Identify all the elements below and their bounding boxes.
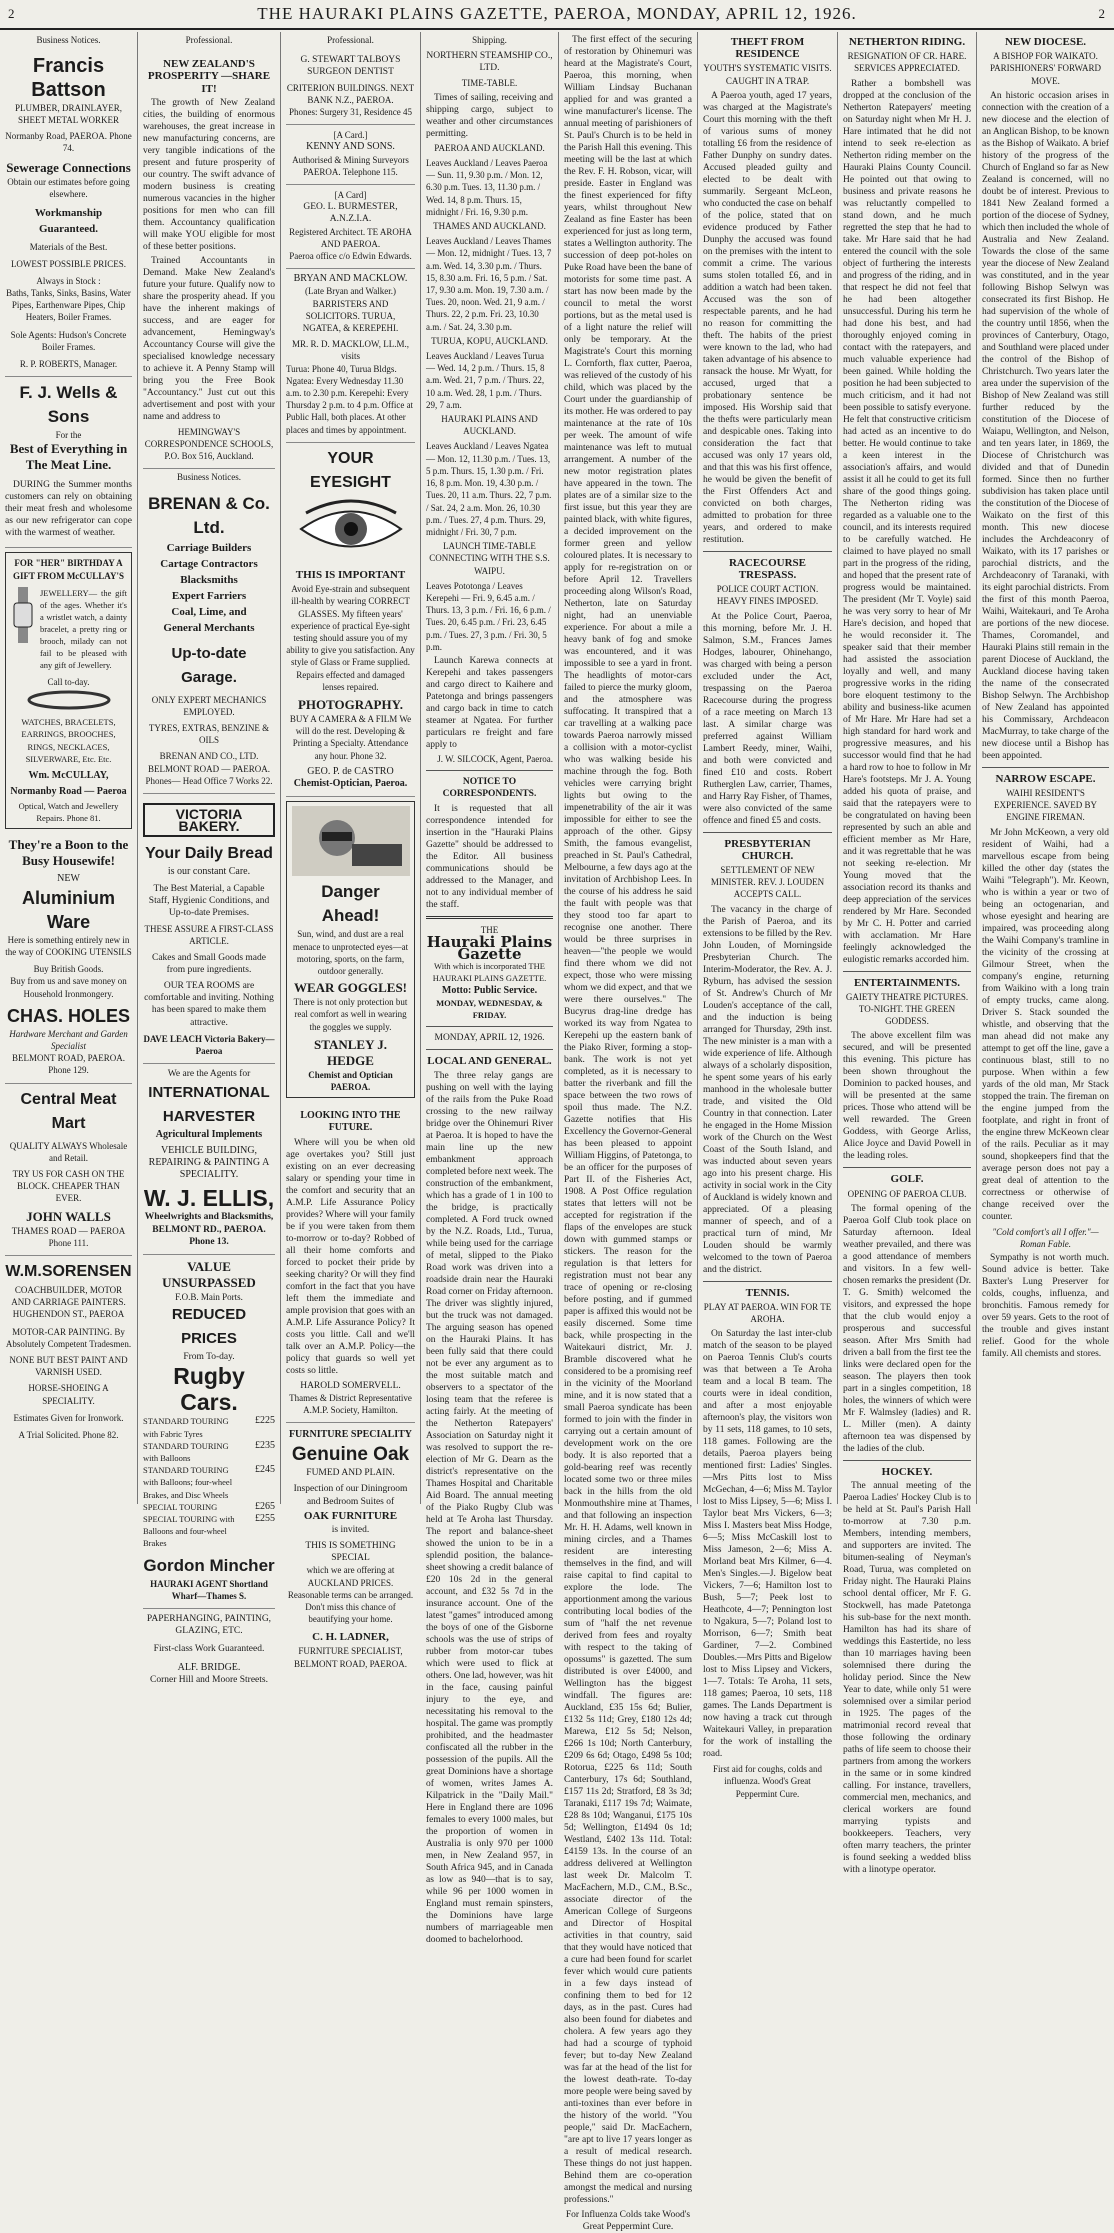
price-label: STANDARD TOURING with Balloons bbox=[143, 1440, 229, 1463]
service-item: Blacksmiths bbox=[180, 573, 238, 586]
ad-meat-mart bbox=[5, 1084, 132, 1256]
ad-wells bbox=[5, 377, 132, 548]
section-label: Business Notices. bbox=[36, 35, 101, 45]
ad-heading: THIS IS IMPORTANT bbox=[295, 569, 406, 582]
ad-text: A Trial Solicited. Phone 82. bbox=[18, 1429, 119, 1440]
service-item: Coal, Lime, and bbox=[171, 605, 247, 618]
ad-talboys bbox=[286, 50, 415, 125]
ad-address: Corner Hill and Moore Streets. bbox=[150, 1674, 268, 1685]
ad-text: FUMED AND PLAIN. bbox=[306, 1468, 395, 1479]
ad-text: Cakes and Small Goods made from pure ingredients. bbox=[152, 952, 266, 975]
ad-address: BELMONT ROAD, PAEROA. Phone 129. bbox=[11, 1053, 125, 1076]
advertiser-name: DAVE LEACH Victoria Bakery—Paeroa bbox=[143, 1033, 275, 1057]
advertiser-name: F. J. Wells & Sons bbox=[19, 383, 118, 427]
ad-text: Sole Agents: Hudson's Concrete Boiler Frames. bbox=[10, 329, 127, 352]
advertiser-name: Wm. McCULLAY, Normanby Road — Paeroa bbox=[10, 770, 127, 798]
ad-text: OUR TEA ROOMS are comfortable and inviting. Nothing has been spared to make them attractive. bbox=[144, 981, 274, 1028]
page-number-left: 2 bbox=[8, 6, 16, 21]
ad-text: Agricultural Implements bbox=[155, 1128, 263, 1140]
ad-text: Hardware Merchant and Garden Specialist bbox=[9, 1028, 128, 1051]
article-subheading: RESIGNATION OF CR. HARE. SERVICES APPRECIATED. bbox=[847, 51, 967, 74]
ad-heading: NEW ZEALAND'S PROSPERITY —SHARE IT! bbox=[147, 58, 271, 95]
service-item: Carriage Builders bbox=[166, 541, 252, 554]
ad-hemingway bbox=[143, 50, 275, 469]
ad-text: Phones: Surgery 31, Residence 45 bbox=[288, 107, 413, 118]
article-subheading: GAIETY THEATRE PICTURES. TO-NIGHT. THE GREEN GODDESS. bbox=[845, 991, 969, 1027]
article-body: An historic occasion arises in connection with the creation of a new diocese and the election of an Anglican Bishop, to be known as the Bishop of Waikato. A brief history of the progress of the Church of England so far as New Zealand is concerned, will no doubt be of interest. Previous to 1841 New Zealand formed a portion of the diocese of Sydney, which then included the whole of Australia and New Zealand. Towards the close of the same year the diocese of New Zealand was constituted, and in the year following Bishop Selwyn was consecrated its first Bishop. He had supervision of the whole of the country until 1856, when the provinces of Canterbury, Otago, and Southland were placed under the control of the Bishop of Christchurch. Two years later the area under the supervision of the Bishop of New Zealand was still further reduced by the constitution of the Diocese of Waiapu, Wellington, and Nelson, and ten years later, in 1869, the Diocese of Christchurch was divided and that of Dunedin formed. Since then no further subdivision has taken place until the constitution of the Diocese of Waikato on the first of this month. This new diocese includes the Archdeaconry of Waikato, with its 17 parishes or parochial districts, and the Archdeaconry of Taranaki, with its eight parochial districts. From the first of this month Paeroa, Waihi, Waitekauri, and Te Aroha are portions of the new diocese. Thames, Coromandel, and Hauraki Plains still remain in the parent Diocese of Auckland, the Auckland diocese having taken the name of the consecrated Bishop Selwyn. The Archbishop of New Zealand has appointed his Commissary, Archdeacon MacMurray, to take charge of the new diocese until a Bishop has been appointed. bbox=[982, 90, 1109, 761]
ad-heading: LOOKING INTO THE FUTURE. bbox=[300, 1110, 401, 1134]
ad-bridge bbox=[143, 1609, 275, 1692]
article-heading: NARROW ESCAPE. bbox=[995, 772, 1096, 785]
price-label: SPECIAL TOURING with Balloons and four-wheel Brakes bbox=[143, 1513, 235, 1549]
advertiser-name: HAROLD SOMERVELL. bbox=[300, 1380, 401, 1391]
ad-heading: PHOTOGRAPHY. bbox=[297, 696, 404, 712]
ad-heading: INTERNATIONAL HARVESTER bbox=[148, 1083, 270, 1125]
ad-text: LOWEST POSSIBLE PRICES. bbox=[10, 258, 127, 269]
ad-text: Turua: Phone 40, Turua Bldgs. Ngatea: Every Wednesday 11.30 a.m. to 2.30 p.m. Kerepehi: Every Thursday 2 p.m. to 4 p.m. Office at Public Hall, both places. At other places and times by appointment. bbox=[286, 363, 414, 435]
ad-mccullay bbox=[5, 552, 132, 829]
ad-text: which we are offering at AUCKLAND PRICES. Reasonable terms can be arranged. Don't miss this chance of beautifying your home. bbox=[287, 1565, 414, 1625]
ad-heading: Your Daily Bread bbox=[145, 845, 273, 863]
ad-text: There is not only protection but real comfort as well in wearing the goggles we supply. bbox=[293, 997, 408, 1032]
ad-text: ONLY EXPERT MECHANICS EMPLOYED. bbox=[151, 694, 267, 717]
ad-heading: Sewerage Connections bbox=[6, 160, 131, 176]
article-subheading: POLICE COURT ACTION. HEAVY FINES IMPOSED. bbox=[716, 584, 819, 607]
ad-text: is our constant Care. bbox=[167, 866, 251, 878]
article-heading: NETHERTON RIDING. bbox=[848, 36, 966, 48]
ad-address: BELMONT RD., PAEROA. Phone 13. bbox=[152, 1224, 266, 1247]
notice-text: It is requested that all correspondence intended for insertion in the "Hauraki Plains Gazette" should be addressed to the Editor. All business communications should be addressed to the Manager, and not to any individual member of the staff. bbox=[426, 803, 553, 910]
ad-kenny bbox=[286, 125, 415, 185]
price-row bbox=[143, 1415, 275, 1439]
article-body: At the Police Court, Paeroa, this morning, before Mr. J. H. Salmon, S.M., Frances James Hodges, labourer, Ohinehango, was charged with being a person excluded under the Act, trespassing on the Paeroa Racecourse during the progress of a race meeting on March 13 last. A similar charge was preferred against William Lambert Reedy, miner, Waihi, and both were convicted and fined £10 and costs. Robert Rutherglen Law, carrier, Thames, and Harry Ray Fisher, of Thames, were also convicted of the same offence and fined £5 and costs. bbox=[703, 611, 832, 826]
article-heading: PRESBYTERIAN CHURCH. bbox=[724, 837, 811, 862]
ad-text: NEW bbox=[57, 873, 80, 885]
ad-aluminium bbox=[5, 833, 132, 1083]
ad-address: HEMINGWAY'S CORRESPONDENCE SCHOOLS, P.O. Box 516, Auckland. bbox=[144, 426, 274, 462]
ad-heading: Genuine Oak bbox=[291, 1444, 410, 1466]
ad-text: Call to-day. bbox=[47, 676, 90, 687]
motto: Motto: Public Service. bbox=[441, 984, 538, 996]
price-label: STANDARD TOURING with Fabric Tyres bbox=[143, 1416, 229, 1439]
nameplate-the: THE bbox=[480, 924, 499, 935]
section-label: Business Notices. bbox=[177, 472, 241, 483]
article-subheading: OPENING OF PAEROA CLUB. bbox=[847, 1188, 967, 1199]
article-heading: TENNIS. bbox=[745, 1286, 790, 1299]
article-subheading: WAIHI RESIDENT'S EXPERIENCE. SAVED BY ENGINE FIREMAN. bbox=[993, 788, 1098, 823]
ad-text: Buy British Goods. bbox=[33, 964, 104, 975]
wristwatch-icon bbox=[10, 585, 36, 645]
ad-text: Launch Karewa connects at Kerepehi and takes passengers and cargo direct to Kaihere and Patetonga and brings passengers and cargo back in time to catch steamer at Ngatea. For further particulars re freight and fare apply to bbox=[426, 655, 553, 750]
ad-heading: Rugby Cars. bbox=[173, 1363, 245, 1416]
ad-text: Avoid Eye-strain and subsequent ill-health by wearing CORRECT GLASSES. My fifteen years' experience of practical Eye-sight testing should assure you of my ability to give you satisfaction. Any style of Glass or Frame supplied. Repairs effected and damaged lenses repaired. bbox=[286, 584, 415, 692]
section-label: Professional. bbox=[185, 35, 233, 45]
column-7 bbox=[838, 32, 977, 1876]
columns bbox=[0, 32, 1114, 2233]
ad-text: TYRES, EXTRAS, BENZINE & OILS bbox=[148, 723, 270, 746]
ad-text: [A Card.] bbox=[333, 130, 368, 141]
ad-heading: NORTHERN STEAMSHIP CO., LTD. bbox=[426, 51, 553, 74]
ad-heading: REDUCED PRICES bbox=[171, 1306, 247, 1348]
ad-rugby-cars bbox=[143, 1255, 275, 1609]
ad-heading: FURNITURE SPECIALITY bbox=[288, 1429, 413, 1441]
ad-text: Authorised & Mining Surveyors PAEROA. Telephone 115. bbox=[292, 154, 409, 177]
ad-burmester bbox=[286, 185, 415, 269]
route-heading: LAUNCH TIME-TABLE CONNECTING WITH THE S.S. WAIPU. bbox=[429, 541, 550, 576]
route-times: Leaves Auckland / Leaves Turua — Wed. 14, 2 p.m. / Thurs. 15, 8 a.m. Wed. 21, 7 p.m. / Thurs. 22, 10 a.m. Wed. 28, 1 p.m. / Thurs. 29, 7 a.m. bbox=[426, 351, 545, 410]
ad-victoria-bakery bbox=[143, 794, 275, 1064]
ad-battson bbox=[5, 50, 132, 377]
price-row bbox=[143, 1440, 275, 1464]
ad-de-castro bbox=[286, 443, 415, 797]
newspaper-nameplate: Hauraki Plains Gazette bbox=[426, 932, 553, 963]
ad-address: CRITERION BUILDINGS. NEXT BANK N.Z., PAEROA. bbox=[286, 82, 415, 105]
notice-heading: NOTICE TO CORRESPONDENTS. bbox=[442, 777, 537, 800]
ad-heading: YOUR EYESIGHT bbox=[310, 449, 391, 491]
ad-text: Obtain our estimates before going elsewhere. bbox=[7, 177, 130, 200]
price-label: STANDARD TOURING with Balloons; four-wheel Brakes, and Disc Wheels bbox=[143, 1465, 233, 1500]
price-value: £245 bbox=[255, 1464, 275, 1476]
price-row bbox=[143, 1464, 275, 1501]
ad-text: QUALITY ALWAYS Wholesale and Retail. bbox=[9, 1140, 128, 1163]
ad-text: Registered Architect. TE AROHA AND PAEROA. bbox=[289, 226, 412, 249]
masthead bbox=[0, 0, 1114, 30]
article-heading: HOCKEY. bbox=[881, 1465, 933, 1478]
article-heading: ENTERTAINMENTS. bbox=[853, 976, 961, 989]
ad-text: Optical, Watch and Jewellery Repairs. Phone 81. bbox=[18, 801, 119, 824]
ad-text: JEWELLERY— the gift of the ages. Whether it's a wristlet watch, a dainty bracelet, a pretty ring or brooch, milady can not fail to be pleased with any gift of Jewellery. bbox=[40, 587, 127, 670]
price-value: £235 bbox=[255, 1439, 275, 1451]
agent-signature: J. W. SILCOCK, Agent, Paeroa. bbox=[437, 753, 553, 764]
ad-text: Baths, Tanks, Sinks, Basins, Water Pipes, Earthenware Pipes, Chip Heaters, Boiler Frames. bbox=[6, 288, 131, 323]
article-heading: NEW DIOCESE. bbox=[1004, 36, 1087, 48]
advertiser-name: G. STEWART TALBOYS SURGEON DENTIST bbox=[300, 55, 401, 78]
ad-text: Trained Accountants in Demand. Make New Zealand's future your future. Qualify now to share the prosperity ahead. If you have the inherent makings of success, and are eager for advancement, Hemingway's Accountancy Course will give the specialised knowledge necessary to achieve it. A Penny Stamp will bring you the Free Book "Accountancy." Just cut out this advertisement and post with your name and address to bbox=[143, 255, 275, 422]
article-body: Mr John McKeown, a very old resident of Waihi, had a marvellous escape from being killed the other day (states the Waihi "Telegraph"). Mr. Keown, who is within a year or two of being an octogenarian, and whose eyesight and hearing are impaired, was proceeding along the Waihi Company's tramline in the vicinity of the crossing at Gilmour Street, when the company's engine, returning from Waikino with a long train of empty trucks, came along. Driver S. Stack sounded the whistle, and observing that the man ahead did not make any attempt to get off the line, gave a continuous blast, still to no purpose. When within a few yards of the old man, Mr Stack stopped the train. The fireman on the engine jumped from the footplate, and right in front of the engine threw McKeown clear of the rails. Peculiar as it may sound, shopkeepers find that the average person does not pay a great deal of attention to the correctness or otherwise of change received over the counter. bbox=[982, 827, 1109, 1222]
route-times: Leaves Pototonga / Leaves Kerepehi — Fri. 9, 6.45 a.m. / Thurs. 13, 3 p.m. / Fri. 16, 6 p.m. / Tues. 20, 6.45 p.m. / Fri. 23, 6.45 p.m. / Tues. 27, 3 p.m. / Fri. 30, 5 p.m. bbox=[426, 580, 551, 652]
ad-heading: Aluminium Ware bbox=[22, 887, 115, 932]
ad-heading: FOR "HER" BIRTHDAY A GIFT FROM McCULLAY'S bbox=[12, 558, 124, 581]
ad-text: We are the Agents for bbox=[167, 1069, 251, 1080]
ad-text: TRY US FOR CASH ON THE BLOCK. CHEAPER THAN EVER. bbox=[12, 1168, 125, 1204]
ad-heading: Danger Ahead! bbox=[321, 882, 380, 926]
ad-text: Where will you be when old age overtakes you? Still just existing on an ever decreasing salary or spending your time in the comfort and security that an A.M.P. Life Assurance Policy provides? Where will your family be if you were taken from them to-morrow or to-day? Robbed of all their home comforts and forced to pocket their pride by seeking charity? Or will they find comfort in the fact that you have left them the immediate and ample provision that goes with an A.M.P. Life Assurance Policy? It costs you little. Call and we'll talk over an A.M.P. Policy—the policy that guards so well yet costs so little. bbox=[286, 1137, 415, 1376]
nameplate-text: With which is incorporated THE HAURAKI PLAINS GAZETTE. bbox=[432, 961, 547, 984]
article-body: A Paeroa youth, aged 17 years, was charged at the Magistrate's Court this morning with the theft of various sums of money totalling £6 from the residence of Father Dunphy on sundry dates. Accused pleaded guilty and elected to be dealt with summarily. Sergeant McLeon, who conducted the case on behalf of the police, stated that on evidence produced by Father Dunphy the accused was found on the premises with the intent to commit a crime. The various sums stolen totalled £6, and in addition a watch had been taken. Accused was the son of respectable parents, and he had no reason for committing the theft. The habits of the priest were known to the lad, who had taken advantage of his absence to ransack the house. Mr Wyatt, for accused, urged that a probationary sentence be imposed. His Worship said that the thefts were particularly mean and despicable ones. Taking into consideration the fact that accused was only 17 years old, and that this was his first offence, he would be given the benefit of the First Offenders Act and convicted on both charges, admitted to probation for three years, and ordered to make restitution. bbox=[703, 90, 832, 545]
ad-heading: They're a Boon to the Busy Housewife! bbox=[8, 837, 129, 869]
ad-ladner bbox=[286, 1423, 415, 1676]
ad-address: FURNITURE SPECIALIST, BELMONT ROAD, PAEROA. bbox=[293, 1646, 407, 1669]
price-label: SPECIAL TOURING bbox=[143, 1501, 218, 1512]
ad-text: Thames & District Representative A.M.P. Society, Hamilton. bbox=[289, 1392, 412, 1415]
column-6 bbox=[698, 32, 838, 1799]
advertiser-name: W. J. ELLIS, bbox=[143, 1185, 275, 1212]
ad-subheading: TIME-TABLE. bbox=[461, 77, 518, 88]
advertiser-name: STANLEY J. HEDGE bbox=[314, 1036, 387, 1068]
advertiser-name: ALF. BRIDGE. bbox=[177, 1661, 241, 1673]
article-heading: LOCAL AND GENERAL. bbox=[427, 1055, 552, 1068]
article-body: The vacancy in the charge of the Parish of Paeroa, and its extensions to be filled by the Rev. John Louden, of Morningside Presbyterian Church. The Interim-Moderator, the Rev. A. J. Ryburn, has advised the session of St. Andrew's Church of Mr Louden's acceptance of the call, and the induction is being arranged for Thursday, 29th inst. The new minister is a man with a wide experience of life. Although always of a scholarly disposition, he spent some years of his early manhood in the wholesale butter trade, and visited the Old Country in that connection. Later he engaged in the Home Mission work of the Church on the West Coast of the South Island, and was inducted about seven years ago into his present charge. His activity in social work in the City of Auckland is widely known and appreciated. Of a pleasing manner of speech, and of a practical turn of mind, Mr Louden should be warmly welcomed to the town of Paeroa and the district. bbox=[703, 904, 832, 1275]
article-subheading: SETTLEMENT OF NEW MINISTER. REV. J. LOUDEN ACCEPTS CALL. bbox=[710, 865, 825, 900]
price-row bbox=[143, 1513, 275, 1550]
ad-address: Normanby Road, PAEROA. Phone 74. bbox=[5, 130, 132, 153]
ad-text: R. P. ROBERTS, Manager. bbox=[19, 359, 118, 370]
ad-text: Chemist-Optician, Paeroa. bbox=[293, 777, 408, 789]
ad-text: Estimates Given for Ironwork. bbox=[13, 1412, 124, 1423]
ad-text: Phones— Head Office 7 Works 22. bbox=[145, 775, 273, 786]
ad-text: The Best Material, a Capable Staff, Hygienic Conditions, and Up-to-date Premises. bbox=[148, 883, 270, 919]
route-heading: PAEROA AND AUCKLAND. bbox=[434, 142, 545, 153]
ad-text: VEHICLE BUILDING, REPAIRING & PAINTING A SPECIALITY. bbox=[148, 1144, 270, 1181]
service-item: Expert Farriers bbox=[171, 589, 247, 602]
ad-text: NONE BUT BEST PAINT AND VARNISH USED. bbox=[9, 1354, 128, 1378]
article-subheading: PLAY AT PAEROA. WIN FOR TE AROHA. bbox=[703, 1301, 832, 1325]
publication-days: MONDAY, WEDNESDAY, & FRIDAY. bbox=[436, 997, 543, 1020]
article-body: The above excellent film was secured, and will be presented this evening. This picture has been shown throughout the Dominion to packed houses, and will be presented at the same prices. Those who attend will be well rewarded. The Green Goddess, with George Arliss, Alice Joyce and David Powell in the leading roles. bbox=[843, 1031, 971, 1162]
article-body: On Saturday the last inter-club match of the season to be played on Paeroa Tennis Club's courts was that between a Te Aroha team and a local B team. The courts were in ideal condition, and after a most enjoyable afternoon's play, the visitors won by 11 sets, 118 games, to 10 sets, 118 games. Following are the details, Paeroa players being mentioned first: Ladies' Singles.—Mrs Pitts lost to Miss McGechan, 4—6; Miss M. Taylor lost to Miss Lipsey, 5—6; Miss I. Taylor beat Mrs Vickers, 6—3; Miss I. Masters beat Miss Hodge, 6—5; Miss McCaskill lost to Miss Jameson, 2—6; Miss A. Morland beat Mrs Kilmer, 6—4. Men's Singles.—J. Bigelow beat Vickers, 7—6; Hamilton lost to Bush, 5—7; Peek lost to Heathcote, 4—7; Pennington lost to Ngakura, 5—7; Poland lost to Morrison, 6—7; Smith beat Gardiner, 7—2. Combined Doubles.—Mrs Pitts and Bigelow lost to Miss Lipsey and Vickers, 1—7. Totals: Te Aroha, 11 sets, 118 games; Paeroa, 10 sets, 118 games. The Lands Department is now having a track cut through Waitekauri Valley, in preparation for the work of installing the road. bbox=[703, 1329, 832, 1760]
ad-text: (Late Bryan and Walker.) BARRISTERS AND SOLICITORS. TURUA, NGATEA, & KEREPEHI. bbox=[302, 286, 399, 334]
ad-text: MR. R. D. MACKLOW, LL.M., visits bbox=[292, 339, 409, 362]
column-1 bbox=[0, 32, 138, 1504]
price-value: £225 bbox=[255, 1415, 275, 1427]
bracelet-icon bbox=[19, 688, 119, 712]
ad-text: HAURAKI AGENT Shortland Wharf—Thames S. bbox=[150, 1578, 268, 1601]
ad-address: THAMES ROAD — PAEROA Phone 111. bbox=[11, 1225, 126, 1248]
article-heading: THEFT FROM RESIDENCE bbox=[730, 36, 805, 61]
ad-text: Paeroa office c/o Edwin Edwards. bbox=[289, 251, 412, 262]
article-heading: RACECOURSE TRESPASS. bbox=[728, 556, 806, 582]
article-heading: GOLF. bbox=[890, 1173, 924, 1186]
ad-text: For the bbox=[55, 430, 82, 441]
advertiser-name: Gordon Mincher bbox=[143, 1555, 275, 1575]
column-8 bbox=[977, 32, 1114, 1504]
advertiser-name: W.M.SORENSEN bbox=[5, 1262, 132, 1280]
advertiser-name: GEO. P. de CASTRO bbox=[307, 765, 394, 777]
column-3 bbox=[281, 32, 421, 1669]
dateline: MONDAY, APRIL 12, 1926. bbox=[434, 1033, 545, 1044]
advertiser-name: BRENAN & Co. Ltd. bbox=[148, 493, 270, 537]
ad-text: DURING the Summer months customers can rely on obtaining their meat fresh and wholesome as our new refrigerator can cope with the warmest of weather. bbox=[5, 480, 132, 539]
route-times: Leaves Auckland / Leaves Paeroa — Sun. 11, 9.30 p.m. / Mon. 12, 6.30 p.m. Tues. 13, 11.30 p.m. / Wed. 14, 8 p.m. Thurs. 15, midnight / Fri. 16, 9.30 p.m. bbox=[426, 158, 548, 217]
article-body: The first effect of the securing of restoration by Ohinemuri was heard at the Magistrate's Court, Paeroa, this morning, when William Lindsay Buchanan applied for and was granted a wine manufacturer's license. The annual meeting of parishioners of St. Paul's Church is to be held in the Parish Hall this evening. This meeting will be the last at which the Rev. F. H. Robson, vicar, will preside. Easter in England was the finest experienced for fifty years, whilst throughout New Zealand as fine Easter has been experienced for just as long term, states a Wellington authority. The succession of deep pot-holes on Puke Road have been the bane of motorists for some time past. A start has now been made by the council to metal the worst portions, but as the metal used is of a light nature the relief will only be temporary. At the Magistrate's Court this morning L. Cornforth, flax cutter, Paeroa, was relieved of the custody of his child, which was placed by the Court under the guardianship of its mother. He was ordered to pay maintenance at the rate of 10s per week. The amount of wife maintenance was left to mutual arrangement. A number of the new motor registration plates have appeared in the town. The plates are of a similar size to the first issue, but this year they are painted black, with white figures, a decided improvement on the former green and yellow coloured plates. It is necessary to apply for re-registration on or before April 12. Travellers proceeding along Wilson's Road, Netherton, late on Saturday night, had an unenviable experience. For about a mile a heavy bank of fog and smoke was encountered, and it was impossible to see a yard in front. The headlights of motor-cars failed to pierce the murky gloom, and the atmosphere was suffocating. It transpired that a car travelling at a walking pace towards Paeroa narrowly missed a collision with a motor-cyclist who was walking beside his machine through the fog. Both vehicles were carrying bright lights but owing to the impenetrability of the air it was impossible for either to see the approach of the other. Gipsy Smith, the famous evangelist, preached in St. Paul's Cathedral, Melbourne, a few days ago at the invitation of Archbishop Lees. In the course of his address he said the fault with people was that they stood too far apart to recognise one another. There would be three surprises in heaven—"the people we would find there whom we did not expect, those who were missing whom we did expect, and that we were there ourselves." The Bucyrus drag-line dredge has worked its way from Ngatea to Kerepehi up the eastern bank of the Piako River, forming a stop-bank. The work is not yet completed, as it is necessary to batter the riverbank and fill the space between the two rows of spoil thus made. The N.Z. Gazette notifies that His Excellency the Governor-General has been pleased to appoint William Higgins, of Patetonga, to be an officer for the purposes of Part II. of the Fisheries Act, 1908. A Post Office regulation states that letters will not be accepted for registration if the flaps of the envelopes are stuck down with gummed stamps or stickers. The reason for the regulation is that letters for registration must not bear any trace of opening or re-closing before posting, and if gummed paper is affixed this would not be easily discerned. Some time back, while prospecting in the Waitekauri district, Mr. J. Bramble discovered what he considered to be a promising reef in the vicinity of the Moorland mine, and it is now stated that a small Paeroa syndicate has been formed to join with the finder in carrying out a certain amount of development work on the ore body. It is also reported that a gold-bearing reef was recently located some two or three miles back in the hills from the old Monmouthshire mine at Thames, and that following an inspection Mr. H. H. Adams, well known in mining circles, and a Thames resident are interesting themselves in the find, and will raise capital to find capital to explore the lode. The apportionment among the various contributing local bodies of the sum of "half the net revenue derived from fees and royalty with respect to the taking of opossums" is gazetted. The sum distributed is over £4000, and Wellington has the biggest windfall. The figures are: Auckland, £35 15s 6d; Bulier, £132 5s 11d; Grey, £180 12s 4d; Marewa, £12 5s 5d; Nelson, £266 1s 10d; North Canterbury, £209 6s 6d; Otago, £498 5s 10d; Rotorua, £225 6s 11d; South Canterbury, 17s 6d; Southland, £157 11s 2d; Stratford, £8 3s 3d; Taranaki, £117 19s 7d; Waimate, £28 8s 10d; Wanganui, £175 10s 5d; Wellington, £1494 0s 1d; Westland, £402 13s 11d. Total: £4159 13s. In the course of an address delivered at Wellington last week Dr. Malcolm T. MacEachern, M.D., C.M., B.Sc., associate director of the American College of Surgeons and Director of Hospital activities in that country, said that they would have noticed that a cure had been found for scarlet fever which would cure patients in a few days instead of confining them to bed for 12 days, as in the past. Cures had also been found for diabetes and cholera. A few years ago they had had a scourge of typhoid fever; but to-day New Zealand was far at the head of the list for the lowest death-rate. To-day more people were being saved by anti-toxines than ever before in the history of the world. "You people," said Dr. MacEachern, "are apt to live 17 years longer as a result of medical research. These things do not just happen. Behind them are co-operation amongst the medical and nursing professions." bbox=[564, 35, 692, 2205]
ad-hedge bbox=[286, 801, 415, 1098]
ad-heading: Central Meat Mart bbox=[20, 1090, 117, 1132]
advertiser-name: KENNY AND SONS. bbox=[306, 141, 395, 153]
price-value: £255 bbox=[255, 1512, 275, 1524]
price-row bbox=[143, 1501, 275, 1513]
ad-text: From To-day. bbox=[183, 1352, 235, 1363]
ad-trade: PLUMBER, DRAINLAYER, SHEET METAL WORKER bbox=[15, 103, 122, 126]
ad-ellis bbox=[143, 1064, 275, 1255]
ad-heading: Best of Everything in The Meat Line. bbox=[9, 441, 128, 473]
route-heading: HAURAKI PLAINS AND AUCKLAND. bbox=[441, 414, 538, 437]
price-value: £265 bbox=[255, 1500, 275, 1512]
ad-text: Inspection of our Diningroom and Bedroom Suites of bbox=[293, 1484, 408, 1507]
ad-text: F.O.B. Main Ports. bbox=[175, 1291, 243, 1302]
ad-text: Materials of the Best. bbox=[29, 242, 108, 253]
column-5 bbox=[559, 32, 698, 2233]
section-label: Professional. bbox=[327, 35, 374, 45]
section-label: Shipping. bbox=[472, 35, 507, 45]
advert-text: Sympathy is not worth much. Sound advice is better. Take Baxter's Lung Preserver for colds, coughs, influenza, and bronchitis. Famous remedy for over 59 years. Gets to the root of the trouble and gives instant relief. Good for the whole family. All chemists and stores. bbox=[982, 1253, 1109, 1360]
page-number-right: 2 bbox=[1098, 6, 1106, 21]
ad-text: is invited. bbox=[331, 1524, 370, 1535]
column-2 bbox=[138, 32, 281, 1685]
ad-text: WATCHES, BRACELETS, EARRINGS, BROOCHES, RINGS, NECKLACES, SILVERWARE, Etc. Etc. bbox=[21, 717, 116, 764]
ad-heading: Workmanship Guaranteed. bbox=[34, 207, 103, 236]
route-times: Leaves Auckland / Leaves Ngatea — Mon. 12, 11.30 p.m. / Tues. 13, 5 p.m. Thurs. 15, 1.30 p.m. / Fri. 16, 8 p.m. Mon. 19, 4.30 p.m. / Tues. 20, 11 a.m. Thurs. 22, 7 p.m. / Sat. 24, 2 a.m. Mon. 26, 10.30 p.m. / Tues. 27, 4 p.m. Thurs. 29, midnight / Fri. 30, 7 p.m. bbox=[426, 441, 552, 537]
ad-heading: PAPERHANGING, PAINTING, GLAZING, ETC. bbox=[146, 1613, 272, 1637]
ad-text: The growth of New Zealand cities, the building of enormous warehouses, the great increase in new manufacturing concerns, are very tangible indications of the present and future prosperity of our country. The swift advance of modern business is creating numerous vacancies in the higher positions for men who can fill them. Accountancy qualification will make YOU eligible for most of these better positions. bbox=[143, 97, 275, 252]
ad-text: BUY A CAMERA & A FILM We will do the rest. Developing & Printing a Specialty. Attendance any hour. Phone 32. bbox=[289, 713, 412, 761]
ad-heading: THIS IS SOMETHING SPECIAL bbox=[305, 1541, 396, 1564]
advertiser-name: Francis Battson bbox=[31, 55, 106, 102]
ad-text: MOTOR-CAR PAINTING. By Absolutely Competent Tradesmen. bbox=[5, 1326, 132, 1349]
ad-text: First-class Work Guaranteed. bbox=[153, 1644, 265, 1655]
advert-line: For Influenza Colds take Wood's Great Peppermint Cure. bbox=[565, 2210, 691, 2233]
ad-text: Here is something entirely new in the way of COOKING UTENSILS bbox=[5, 934, 132, 957]
ad-brenan bbox=[143, 488, 275, 794]
ad-text: Buy from us and save money on Household Ironmongery. bbox=[10, 976, 127, 999]
ad-text: Always in Stock : bbox=[36, 275, 101, 286]
route-times: Leaves Auckland / Leaves Thames — Mon. 12, midnight / Tues. 13, 7 a.m. Wed. 14, 3.30 p.m. / Thurs. 15, 8.30 a.m. Fri. 16, 5 p.m. / Sat. 17, 9.30 a.m. Mon. 19, 7.30 a.m. / Tues. 20, noon. Wed. 21, 9 a.m. / Thurs. 22, 2 p.m. Fri. 23, 10.30 a.m. / Sat. 24, 3.30 p.m. bbox=[426, 236, 552, 332]
advertiser-name: CHAS. HOLES bbox=[6, 1005, 130, 1026]
route-heading: THAMES AND AUCKLAND. bbox=[433, 221, 546, 232]
advert-heading: "Cold comfort's all I offer."—Roman Fable. bbox=[992, 1226, 1099, 1249]
ad-amp-society bbox=[286, 1102, 415, 1423]
ad-text: THESE ASSURE A FIRST-CLASS ARTICLE. bbox=[144, 924, 274, 947]
ad-heading: OAK FURNITURE bbox=[303, 1509, 398, 1522]
ad-text: HORSE-SHOEING A SPECIALITY. bbox=[28, 1383, 109, 1406]
service-item: Cartage Contractors bbox=[160, 557, 258, 570]
motorist-goggles-icon bbox=[292, 806, 410, 876]
ad-text: Chemist and Optician PAEROA. bbox=[308, 1069, 393, 1092]
ad-heading: VICTORIA BAKERY. bbox=[143, 803, 275, 837]
ad-text: Sun, wind, and dust are a real menace to unprotected eyes—at motoring, sports, on the farm, outdoor generally. bbox=[292, 929, 409, 976]
article-body: Rather a bombshell was dropped at the conclusion of the Netherton Ratepayers' meeting on Saturday night when Mr H. J. Hare intimated that he did not intend to seek re-election as Netherton riding member on the Hauraki Plains County Council. He pointed out that owing to business and private reasons he was reluctantly compelled to stand down, and he much regretted the step that he had to take. Mr Hare said that he had entered the council with the sole object of furthering the interests and progress of the riding, and in that respect he did not feel that he had been altogether unsuccessful. During his term he had done his best, and had thoroughly enjoyed coming in contact with the ratepayers, and much valuable experience had been gained. While holding the position he had been subjected to much criticism, and it had not been possible to satisfy everyone. He felt that constructive criticism had acted as an incentive to do better. He would continue to take a keen interest in the association's affairs, and would assist it all he could to get its full share of the good things going. The Netherton riding was regarded as a valuable one to the council, and its interests required to be carefully watched. He claimed to have played no small part in the progress of the riding, and hoped that the present rate of progress would be maintained. The president (Mr T. Voyle) said he was very sorry to hear of Mr Hare's decision, and hoped that he would reconsider it. The speaker said that their member had assisted the association loyally and well, and many progressive works in the riding bore eloquent testimony to the ability and business-like acumen of Mr Hare. Mr Hare had set a high standard for hard work and progressive measures, and his successor would find that he had a hard row to hoe to follow in Mr Hare's footsteps. Mr J. A. Young added his quota of praise, and said that the ratepayers were to be congratulated on having been represented by such an able and efficient member as Mr Hare, and it was regrettable that he was not seeking re-election. Mr Young moved that the association record its thanks and deep appreciation of the services rendered by Mr Hare. Seconded by Mr C. H. Potter and carried with acclamation. Mr Hare feelingly acknowledged the eulogistic remarks accorded him. bbox=[843, 78, 971, 965]
ad-address: BRENAN AND CO., LTD. BELMONT ROAD — PAEROA. bbox=[147, 751, 270, 774]
advertiser-name: GEO. L. BURMESTER, A.N.Z.I.A. bbox=[303, 202, 398, 225]
service-item: General Merchants bbox=[163, 621, 255, 634]
ad-text: Wheelwrights and Blacksmiths, bbox=[144, 1212, 274, 1223]
ad-text: [A Card] bbox=[334, 190, 367, 201]
page-title: THE HAURAKI PLAINS GAZETTE, PAEROA, MONDAY, APRIL 12, 1926. bbox=[257, 4, 857, 23]
route-heading: TURUA, KOPU, AUCKLAND. bbox=[431, 335, 548, 346]
advertiser-name: C. H. LADNER, bbox=[312, 1631, 389, 1644]
article-body: The three relay gangs are pushing on well with the laying of the rails from the Puke Road crossing to the new railway bridge over the Ohinemuri River at Paeroa. It is hoped to have the main line up the new embankment approach completed before next week. The construction of the embankment, which has a grade of 1 in 100 to the bridge, is practically completed. A Ford truck owned by the N.Z. Roads, Ltd., Turua, while being used for the carriage of metal, slipped to the Piako Road work was driven into a roadside drain near the Hauraki Road corner on Friday afternoon. The driver was slightly injured, but the truck was not damaged. The arguing season has opened on the Hauraki Plains. It has been fully said that there could not be ever any argument as to the most suitable match and observers to a spectator of the losing team that the referee is acting fairly. At the meeting of the Netherton Ratepayers' Association on Saturday night it was resolved to support the re-election of Mr G. Dearn as the district's representative on the Thames Hospital and Charitable Aid Board. The annual meeting of the Piako Rugby Club was held at Te Aroha last Thursday. The report and balance-sheet showed the union to be in a splendid position, the balance-sheet showing a credit balance of £20 10s 2d in the general account, and £32 5s 7d in the insurance account. One of the latest "games" introduced among the boys of one of the Gisborne schools was the use of strips of rubber from motor-car tubes which were used to flick at others. One lad, however, was hit in the face, causing painful injury to the eye, and necessitating his removal to the hospital. The game was promptly prohibited, and the headmaster confiscated all the rubber in the possession of the pupils. All the great Dominions have a shortage of women, writes James A. Kilpatrick in the "Daily Mail." Here in England there are 1096 females to every 1000 males, but the proportion of women in Australia is only 970 per 1000 men, in New Zealand 957, in South Africa 945, and in Canada as low as 940—that is to say, while 96 per 1000 women in England must remain spinsters, the Dominions have large numbers of marriageable men doomed to bachelorhood. bbox=[426, 1070, 553, 1945]
ad-heading: VALUE UNSURPASSED bbox=[162, 1258, 256, 1290]
article-body: The annual meeting of the Paeroa Ladies' Hockey Club is to be held at St. Paul's Parish Hall to-morrow at 7.30 p.m. Members, intending members, and supporters are invited. The bitumen-sealing of Neyman's Road, Turua, was completed on Friday night. The Hauraki Plains school dental officer, Mr F. G. Stockwell, has made Patetonga his sub-base for the next month. Hamilton has had its share of weddings this Eastertide, no less than 10 marriages having been solemnised there during the holiday period. Since the New Year to date, while only 51 were solemnised over a similar period in 1925. The pages of the matrimonial record reveal that those following the ordinary paths of life seem to choose their partners from among the workers in the same or in some kindred calling. For instance, travellers, commercial men, mechanics, and clerical workers are found marrying typists and bookkeepers. Teachers, very often marry teachers, the printer is found seeking a wedded bliss with a linotype operator. bbox=[843, 1481, 971, 1876]
eye-icon bbox=[296, 499, 406, 559]
ad-heading: Up-to-date Garage. bbox=[171, 644, 247, 686]
column-4 bbox=[421, 32, 559, 1945]
advertiser-name: JOHN WALLS bbox=[26, 1208, 111, 1224]
advertiser-name: BRYAN AND MACKLOW. bbox=[293, 273, 408, 285]
ad-heading: WEAR GOGGLES! bbox=[293, 980, 408, 996]
article-body: The formal opening of the Paeroa Golf Club took place on Saturday afternoon. Ideal weather prevailed, and there was a good attendance of members and visitors. In a few well-chosen remarks the president (Dr. T. G. Smith) welcomed the visitors, and expressed the hope that the club would enjoy a prosperous and successful season. After Mrs Smith had driven a ball from the first tee the links were declared open for the season. The players then took part in a singles competition, 18 holes, the winners of which were Mr F. Walmsley (ladies) and R. L. Miller (men). A dainty afternoon tea was dispensed by the ladies of the club. bbox=[843, 1203, 971, 1454]
advert-line: First aid for coughs, colds and influenza. Wood's Great Peppermint Cure. bbox=[713, 1764, 822, 1799]
ad-text: COACHBUILDER, MOTOR AND CARRIAGE PAINTERS. HUGHENDON ST., PAEROA bbox=[11, 1284, 126, 1320]
article-subheading: A BISHOP FOR WAIKATO. PARISHIONERS' FORWARD MOVE. bbox=[989, 51, 1102, 86]
article-subheading: YOUTH'S SYSTEMATIC VISITS. CAUGHT IN A TRAP. bbox=[703, 63, 832, 86]
ad-sorensen bbox=[5, 1256, 132, 1447]
ad-text: Times of sailing, receiving and shipping cargo, subject to weather and other circumstances permitting. bbox=[426, 92, 553, 139]
ad-bryan-macklow bbox=[286, 269, 415, 443]
